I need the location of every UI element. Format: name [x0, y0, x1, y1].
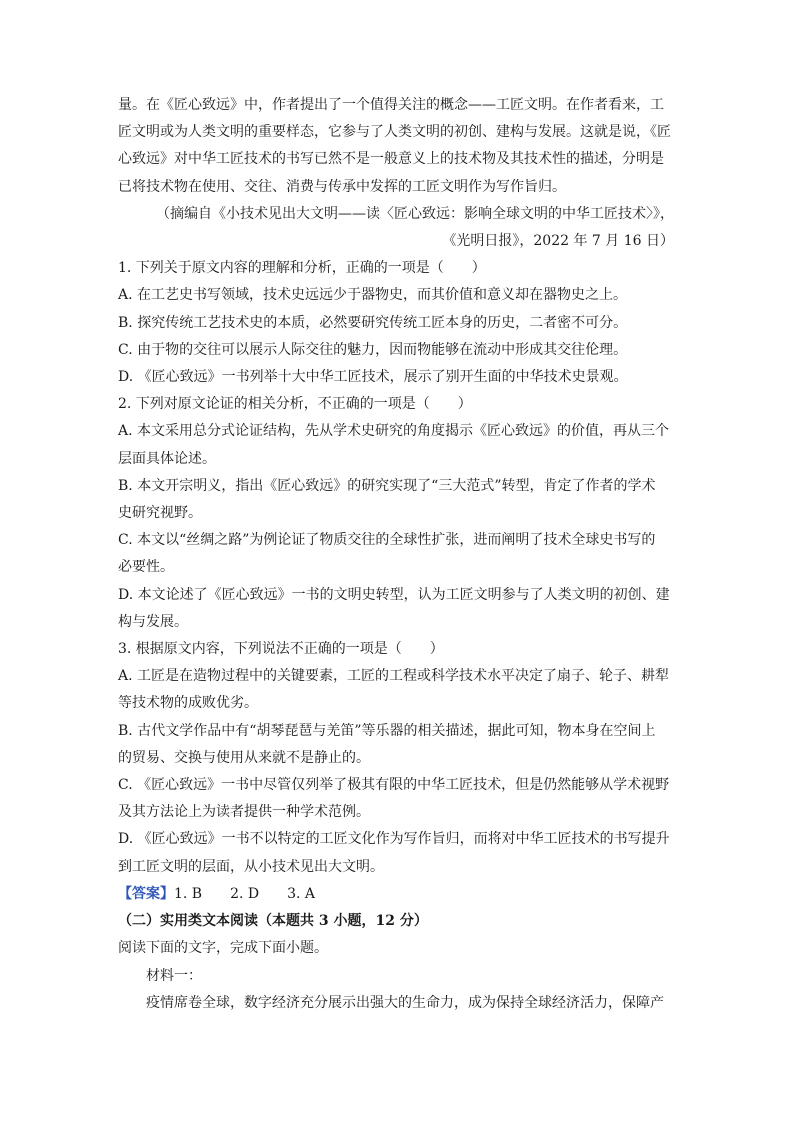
option-b-cont: 的贸易、交换与使用从来就不是静止的。: [118, 749, 370, 766]
option-b-cont: 史研究视野。: [118, 505, 202, 522]
option-c: C. 由于物的交往可以展示人际交往的魅力，因而物能够在流动中形成其交往伦理。: [118, 341, 628, 358]
question-3: [118, 636, 674, 881]
question-2: [118, 391, 674, 636]
option-d: D. 《匠心致远》一书列举十大中华工匠技术，展示了别开生面的中华技术史景观。: [118, 369, 628, 386]
answer-text: 1. B 2. D 3. A: [174, 885, 316, 902]
option-c-cont: 及其方法论上为读者提供一种学术范例。: [118, 804, 370, 821]
source-line-1: （摘编自《小技术见出大文明——读〈匠心致远：影响全球文明的中华工匠技术〉》，: [156, 205, 674, 222]
question-stem: 1. 下列关于原文内容的理解和分析，正确的一项是（ ）: [118, 260, 486, 277]
answer-line: [118, 881, 674, 908]
material-label: 材料一：: [146, 967, 202, 984]
option-a-cont: 等技术物的成败优劣。: [118, 695, 258, 712]
option-a: A. 工匠是在造物过程中的关键要素，工匠的工程或科学技术水平决定了扇子、轮子、耕犁: [118, 668, 670, 685]
option-a: A. 本文采用总分式论证结构，先从学术史研究的角度揭示《匠心致远》的价值，再从三个: [118, 423, 670, 440]
question-stem: 3. 根据原文内容，下列说法不正确的一项是（ ）: [118, 641, 444, 658]
question-1: [118, 255, 674, 391]
option-a-cont: 层面具体论述。: [118, 450, 216, 467]
answer-tag: 【答案】: [118, 885, 174, 902]
option-b: B. 古代文学作品中有“胡琴琵琶与羌笛”等乐器的相关描述，据此可知，物本身在空间上: [118, 722, 656, 739]
option-b: B. 本文开宗明义，指出《匠心致远》的研究实现了“三大范式”转型，肯定了作者的学术: [118, 477, 656, 494]
source-citation: [118, 201, 674, 255]
option-c: C. 本文以“丝绸之路”为例论证了物质交往的全球性扩张，进而阐明了技术全球史书写的: [118, 532, 656, 549]
option-c-cont: 必要性。: [118, 559, 174, 576]
intro-line: 量。在《匠心致远》中，作者提出了一个值得关注的概念——工匠文明。在作者看来，工: [118, 97, 664, 113]
option-a: A. 在工艺史书写领域，技术史远远少于器物史，而其价值和意义却在器物史之上。: [118, 287, 628, 304]
question-stem: 2. 下列对原文论证的相关分析，不正确的一项是（ ）: [118, 396, 472, 413]
instruction: 阅读下面的文字，完成下面小题。: [118, 940, 328, 957]
option-d-cont: 到工匠文明的层面，从小技术见出大文明。: [118, 858, 384, 875]
intro-line: 已将技术物在使用、交往、消费与传承中发挥的工匠文明作为写作旨归。: [118, 178, 566, 195]
document-content: [118, 92, 674, 1017]
intro-paragraph: [118, 92, 674, 201]
option-d: D. 本文论述了《匠心致远》一书的文明史转型，认为工匠文明参与了人类文明的初创、建: [118, 586, 670, 603]
intro-line: 匠文明或为人类文明的重要样态，它参与了人类文明的初创、建构与发展。这就是说，《匠: [118, 124, 671, 141]
option-d-cont: 构与发展。: [118, 613, 188, 630]
section-title: （二）实用类文本阅读（本题共 3 小题，12 分）: [118, 913, 428, 930]
option-b: B. 探究传统工艺技术史的本质，必然要研究传统工匠本身的历史，二者密不可分。: [118, 314, 628, 331]
intro-line: 心致远》对中华工匠技术的书写已然不是一般意义上的技术物及其技术性的描述，分明是: [118, 151, 664, 168]
source-line-2: 《光明日报》，2022 年 7 月 16 日）: [442, 233, 674, 250]
option-c: C. 《匠心致远》一书中尽管仅列举了极其有限的中华工匠技术，但是仍然能够从学术视野: [118, 777, 670, 794]
option-d: D. 《匠心致远》一书不以特定的工匠文化作为写作旨归，而将对中华工匠技术的书写提升: [118, 831, 670, 848]
material-first-line: 疫情席卷全球，数字经济充分展示出强大的生命力，成为保持全球经济活力，保障产: [146, 994, 664, 1011]
